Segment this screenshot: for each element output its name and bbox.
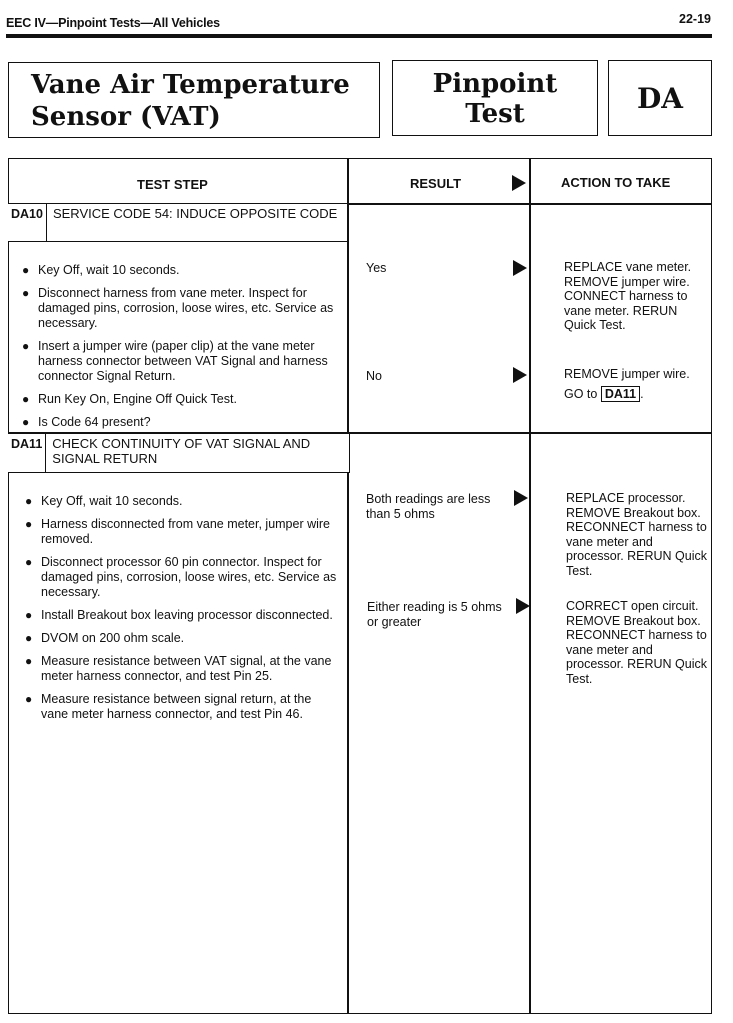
step-title-da10: SERVICE CODE 54: INDUCE OPPOSITE CODE xyxy=(52,206,338,221)
step-header-da11 xyxy=(8,433,350,473)
step-bullets-da11 xyxy=(25,494,343,722)
list-item: ● Measure resistance between signal return, at the vane meter harness connector, and test Pin 46. xyxy=(25,692,331,722)
action-da11-pass: REPLACE processor. REMOVE Breakout box. RECONNECT harness to vane meter and processor. RERUN Quick Test. xyxy=(566,491,708,578)
step-bullets-da10 xyxy=(22,263,340,430)
test-title-line2: Sensor (VAT) xyxy=(31,102,221,132)
arrow-right-icon xyxy=(514,490,528,506)
list-item: ● Disconnect processor 60 pin connector. Inspect for damaged pins, corrosion, loose wires, etc. Service as necessary. xyxy=(25,555,343,600)
result-da10-yes: Yes xyxy=(366,261,387,275)
goto-suffix: . xyxy=(640,387,644,401)
action-da10-yes: REPLACE vane meter. REMOVE jumper wire. CONNECT harness to vane meter. RERUN Quick Test. xyxy=(564,260,692,332)
page-number: 22-19 xyxy=(679,12,711,26)
list-item: ● Is Code 64 present? xyxy=(22,415,340,430)
list-item: ● Key Off, wait 10 seconds. xyxy=(25,494,343,509)
column-divider-2 xyxy=(529,158,531,1014)
col-header-result: RESULT xyxy=(410,176,462,191)
step-id-da10: DA10 xyxy=(8,204,47,241)
action-da10-no: REMOVE jumper wire. xyxy=(564,367,690,381)
test-title-line1: Vane Air Temperature xyxy=(31,70,350,100)
list-item: ● Install Breakout box leaving processor disconnected. xyxy=(25,608,343,623)
list-item: ● Insert a jumper wire (paper clip) at the vane meter harness connector between VAT Signal and harness connector Signal Return. xyxy=(22,339,340,384)
step-id-da11: DA11 xyxy=(8,434,46,472)
test-title-box xyxy=(8,62,380,138)
list-item: ● Harness disconnected from vane meter, jumper wire removed. xyxy=(25,517,343,547)
header-rule xyxy=(6,34,712,38)
arrow-right-icon xyxy=(513,367,527,383)
list-item: ● DVOM on 200 ohm scale. xyxy=(25,631,343,646)
goto-step-link[interactable]: DA11 xyxy=(601,386,640,402)
col-header-test-step: TEST STEP xyxy=(137,177,208,192)
list-item: ● Run Key On, Engine Off Quick Test. xyxy=(22,392,340,407)
col-header-action: ACTION TO TAKE xyxy=(561,175,671,190)
pinpoint-line2: Test xyxy=(465,99,525,129)
action-da10-goto xyxy=(564,386,644,402)
arrow-right-icon xyxy=(512,175,526,191)
list-item: ● Disconnect harness from vane meter. Inspect for damaged pins, corrosion, loose wires, etc. Service as necessary. xyxy=(22,286,340,331)
column-divider-1 xyxy=(347,158,349,1014)
action-da11-fail: CORRECT open circuit. REMOVE Breakout box. RECONNECT harness to vane meter and processor. RERUN Quick Test. xyxy=(566,599,708,686)
arrow-right-icon xyxy=(516,598,530,614)
arrow-right-icon xyxy=(513,260,527,276)
running-header: EEC IV—Pinpoint Tests—All Vehicles xyxy=(6,16,220,30)
pinpoint-test-box xyxy=(392,60,598,136)
step-header-da10 xyxy=(8,203,348,242)
result-da10-no: No xyxy=(366,369,382,383)
test-code-box: DA xyxy=(608,60,712,136)
step-title-da11: CHECK CONTINUITY OF VAT SIGNAL AND SIGNAL RETURN xyxy=(52,436,311,466)
result-da11-pass: Both readings are less than 5 ohms xyxy=(366,492,491,521)
goto-prefix: GO to xyxy=(564,387,598,401)
pinpoint-line1: Pinpoint xyxy=(432,69,558,99)
result-da11-fail: Either reading is 5 ohms or greater xyxy=(367,600,502,629)
list-item: ● Key Off, wait 10 seconds. xyxy=(22,263,340,278)
list-item: ● Measure resistance between VAT signal, at the vane meter harness connector, and test Pin 25. xyxy=(25,654,343,684)
